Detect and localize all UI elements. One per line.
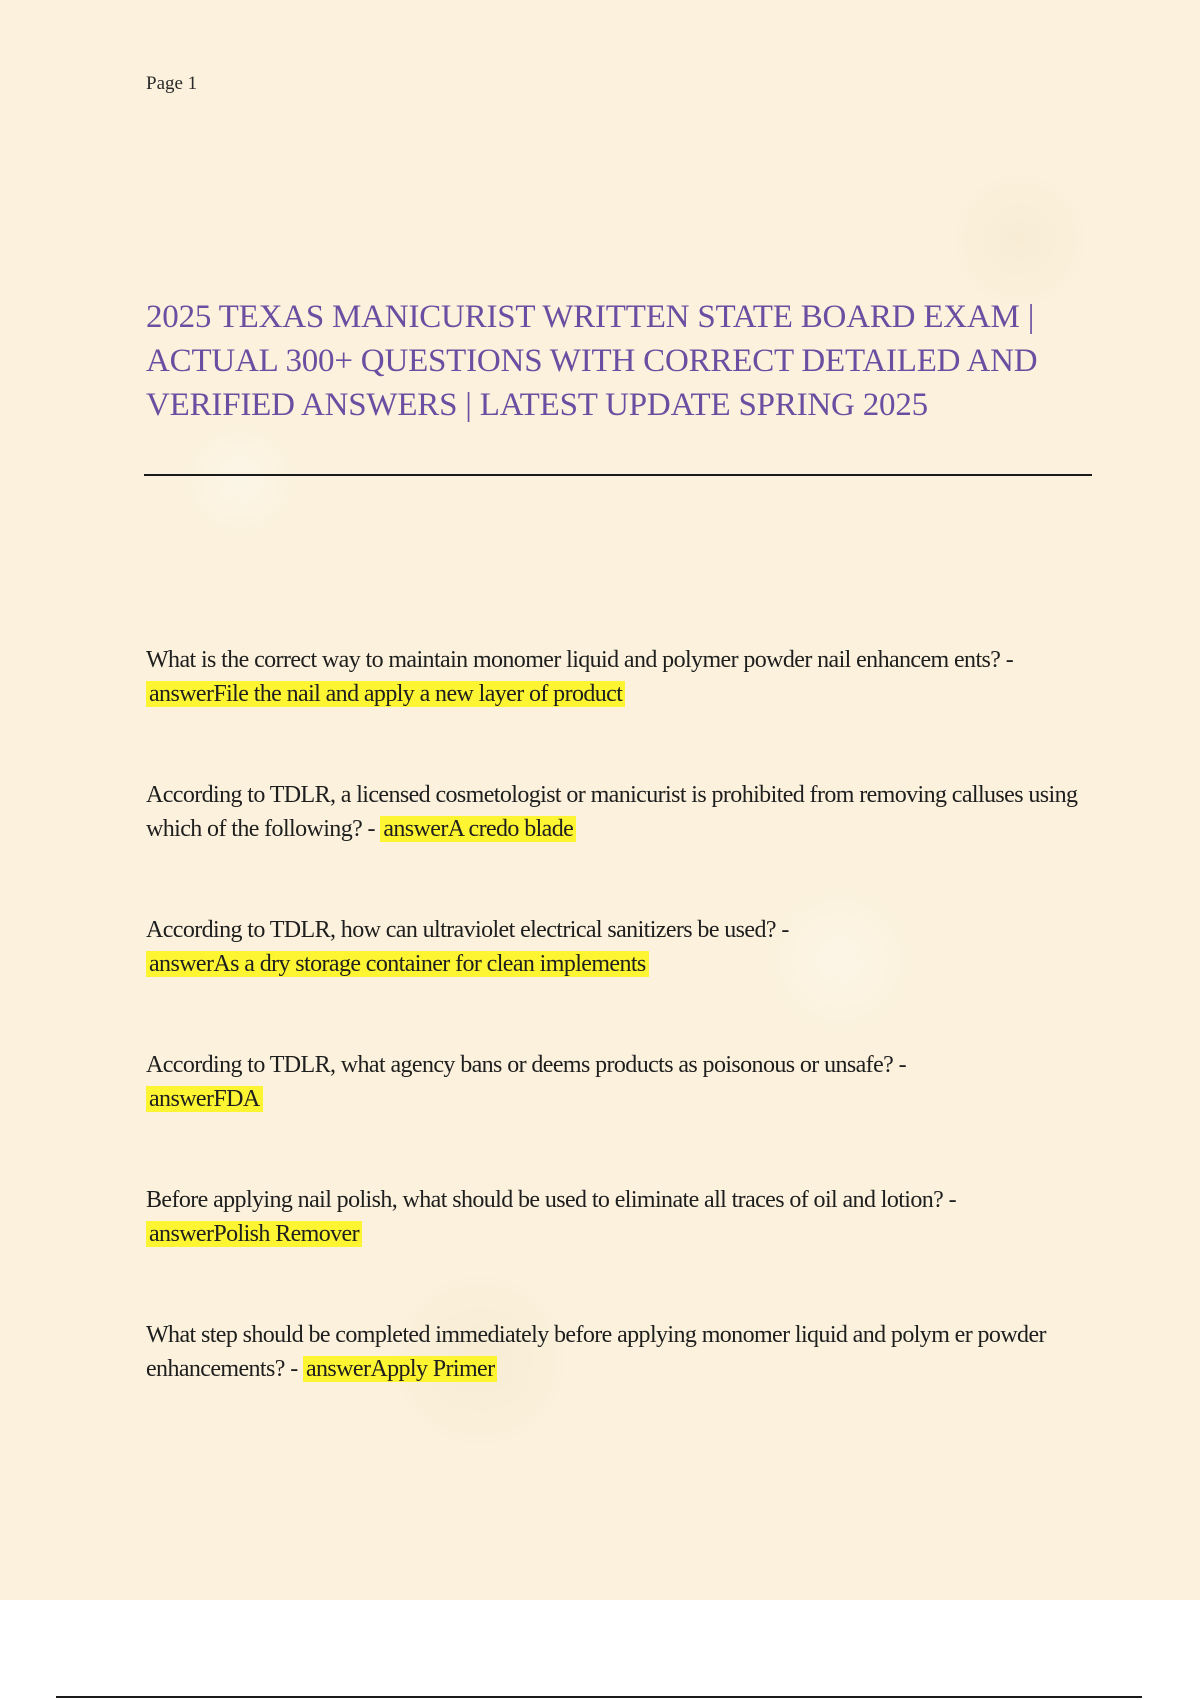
title-underline: [144, 474, 1092, 476]
answer-highlight: answerApply Primer: [303, 1356, 498, 1382]
question-text: Before applying nail polish, what should be used to eliminate all traces of oil and lotion? -: [146, 1187, 956, 1213]
qa-item-5: [146, 1183, 1096, 1251]
qa-item-6: [146, 1318, 1096, 1386]
answer-highlight: answerPolish Remover: [146, 1221, 362, 1247]
question-text: What is the correct way to maintain monomer liquid and polymer powder nail enhancem ents? -: [146, 647, 1014, 673]
question-text: What step should be completed immediately before applying monomer liquid and polym er powder enhancements? -: [146, 1322, 1046, 1382]
qa-item-3: [146, 913, 1096, 981]
question-text: According to TDLR, what agency bans or deems products as poisonous or unsafe? -: [146, 1052, 906, 1078]
document-title: 2025 TEXAS MANICURIST WRITTEN STATE BOARD EXAM | ACTUAL 300+ QUESTIONS WITH CORRECT DETAILED AND VERIFIED ANSWERS | LATEST UPDATE SPRING 2025: [146, 299, 1038, 423]
qa-item-1: [146, 643, 1096, 711]
answer-highlight: answerA credo blade: [380, 816, 576, 842]
qa-item-4: [146, 1048, 1096, 1116]
qa-item-2: [146, 778, 1096, 846]
footer-rule: [56, 1696, 1142, 1698]
answer-highlight: answerFile the nail and apply a new layer of product: [146, 681, 625, 707]
answer-highlight: answerFDA: [146, 1086, 263, 1112]
answer-highlight: answerAs a dry storage container for clean implements: [146, 951, 649, 977]
page-number: Page 1: [146, 73, 198, 94]
question-text: According to TDLR, a licensed cosmetologist or manicurist is prohibited from removing calluses using which of the following? -: [146, 782, 1078, 842]
question-text: According to TDLR, how can ultraviolet electrical sanitizers be used? -: [146, 917, 789, 943]
